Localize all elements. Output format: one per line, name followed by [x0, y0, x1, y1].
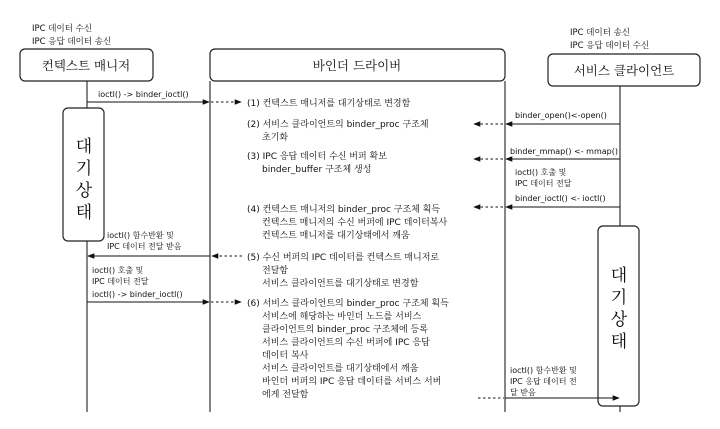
wait-left-char-3: 상 [75, 181, 93, 201]
wait-right-char-4: 태 [610, 332, 628, 352]
step-6-line-7: 바인더 버퍼의 IPC 응답 데이터를 서비스 서버 [262, 377, 442, 387]
step-5-line-2: 전달함 [262, 266, 289, 276]
cm-call-label-1: ioctl() 호출 및 [92, 266, 144, 275]
wait-left-char-4: 태 [75, 203, 93, 223]
step-2-line-1: (2) 서비스 클라이언트의 binder_proc 구조체 [247, 120, 429, 130]
step-5-line-3: 서비스 클라이언트를 대기상태로 변경함 [262, 279, 419, 289]
step-3-line-1: (3) IPC 응답 데이터 수신 버퍼 확보 [247, 152, 387, 162]
binder-driver-label: 바인더 드라이버 [312, 58, 402, 73]
step-6-line-1: (6) 서비스 클라이언트의 binder_proc 구조체 획득 [247, 299, 449, 309]
step-3-line-2: binder_buffer 구조체 생성 [262, 165, 372, 175]
client-ioctl-label: binder_ioctl() <- ioctl() [515, 194, 606, 203]
right-note-send: IPC 데이터 송신 [570, 28, 631, 38]
cm-ioctl-label: ioctl() -> binder_ioctl() [98, 90, 189, 99]
context-manager-label: 컨텍스트 매니저 [41, 58, 131, 73]
cm-return-label-2: IPC 데이터 전달 받음 [107, 242, 182, 251]
step-4-line-1: (4) 컨텍스트 매니저의 binder_proc 구조체 획득 [247, 205, 441, 215]
step-6-line-8: 에게 전달함 [262, 390, 309, 400]
client-call-label-2: IPC 데이터 전달 [515, 179, 572, 188]
wait-left-char-2: 기 [75, 159, 93, 179]
step-6-line-2: 서비스에 해당하는 바인더 노드를 서비스 [262, 312, 422, 322]
client-open-label: binder_open()<-open() [515, 111, 607, 120]
step-6-line-5: 데이터 복사 [262, 351, 309, 361]
step-5-line-1: (5) 수신 버퍼의 IPC 데이터를 컨텍스트 매니저로 [247, 253, 440, 263]
wait-left-char-1: 대 [75, 137, 93, 157]
client-return-label-2: IPC 응답 데이터 전 [510, 377, 577, 386]
wait-right-char-1: 대 [610, 266, 628, 286]
step-4-line-2: 컨텍스트 매니저의 수신 버퍼에 IPC 데이터복사 [262, 218, 448, 228]
step-6-line-4: 서비스 클라이언트의 수신 버퍼에 IPC 응답 [262, 338, 430, 348]
service-client-label: 서비스 클라이언트 [573, 63, 675, 78]
cm-return-label-1: ioctl() 함수반환 및 [107, 231, 174, 240]
client-return-label-1: ioctl() 함수반환 및 [510, 366, 577, 375]
client-mmap-label: binder_mmap() <- mmap() [510, 147, 618, 156]
client-return-label-3: 달 받음 [510, 388, 536, 397]
step-6-line-3: 클라이언트의 binder_proc 구조체에 등록 [262, 325, 428, 335]
step-4-line-3: 컨텍스트 매니저를 대기상태에서 깨움 [262, 231, 410, 241]
step-6-line-6: 서비스 클라이언트를 대기상태에서 깨움 [262, 364, 419, 374]
wait-right-char-2: 기 [610, 288, 628, 308]
step-2-line-2: 초기화 [262, 133, 289, 143]
left-note-send: IPC 응답 데이터 송신 [32, 37, 112, 47]
left-note-receive: IPC 데이터 수신 [32, 24, 93, 34]
step-1-line-1: (1) 컨텍스트 매니저를 대기상태로 변경함 [247, 99, 411, 109]
wait-right-char-3: 상 [610, 310, 628, 330]
client-call-label-1: ioctl() 호출 및 [515, 168, 567, 177]
cm-ioctl2-label: ioctl() -> binder_ioctl() [92, 290, 183, 299]
cm-call-label-2: IPC 데이터 전달 [92, 277, 149, 286]
right-note-receive: IPC 응답 데이터 수신 [570, 41, 650, 51]
